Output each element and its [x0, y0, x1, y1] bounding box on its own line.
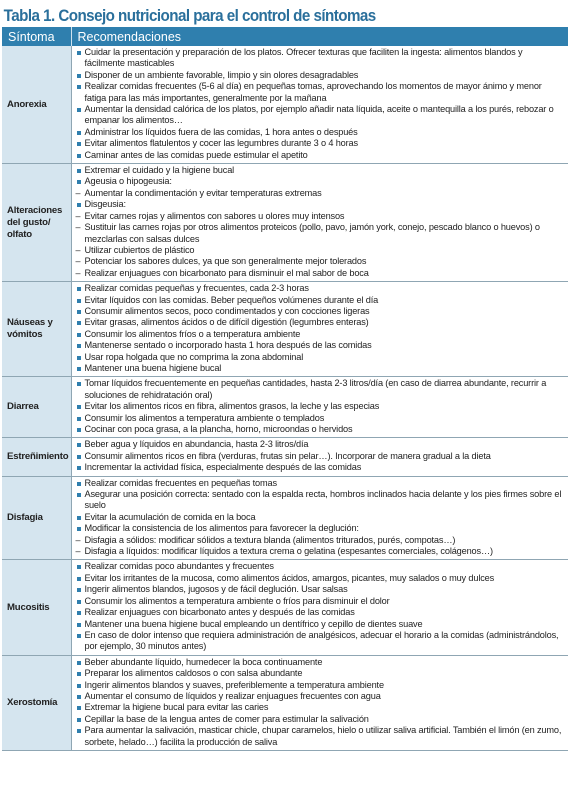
dash-marker: –	[75, 256, 81, 267]
dash-marker: –	[75, 222, 81, 233]
recommendations-cell	[71, 655, 568, 750]
bullet-square-icon	[76, 668, 85, 679]
item-text: Realizar comidas frecuentes en pequeñas tomas	[84, 477, 277, 488]
header-symptom: Síntoma	[2, 27, 71, 46]
item-text: Consumir los alimentos a temperatura ambiente o fríos para disminuir el dolor	[84, 595, 390, 606]
sub-item	[76, 535, 565, 546]
item-text: Disgeusia:	[84, 199, 126, 210]
item-text: Realizar enjuagues con bicarbonato para disminuir el mal sabor de boca	[84, 267, 369, 278]
recommendation-item	[76, 573, 565, 584]
item-text: Aumentar la condimentación y evitar temperaturas extremas	[84, 187, 322, 198]
item-text: Evitar carnes rojas y alimentos con sabores u olores muy intensos	[84, 210, 345, 221]
item-text: Disfagia a sólidos: modificar sólidos a textura blanda (alimentos triturados, purés, compotas…)	[84, 534, 456, 545]
item-text: Caminar antes de las comidas puede estimular el apetito	[84, 149, 308, 160]
bullet-square-icon	[76, 150, 85, 161]
recommendations-cell	[71, 46, 568, 164]
dash-marker: –	[75, 534, 81, 545]
bullet-square-icon	[76, 725, 85, 748]
recommendation-item	[76, 329, 565, 340]
recommendation-item	[76, 523, 565, 534]
recommendations-cell	[71, 560, 568, 655]
bullet-square-icon	[76, 127, 85, 138]
recommendation-item	[76, 340, 565, 351]
recommendation-item	[76, 306, 565, 317]
recommendation-item	[76, 596, 565, 607]
bullet-square-icon	[76, 489, 85, 512]
bullet-square-icon	[76, 523, 85, 534]
item-text: Evitar alimentos flatulentos y cocer las legumbres durante 3 o 4 horas	[84, 138, 358, 149]
item-text: Evitar los alimentos ricos en fibra, alimentos grasos, la leche y las especias	[84, 401, 380, 412]
bullet-square-icon	[76, 691, 85, 702]
dash-marker: –	[75, 244, 81, 255]
item-text: Evitar líquidos con las comidas. Beber pequeños volúmenes durante el día	[84, 294, 379, 305]
bullet-square-icon	[76, 329, 85, 340]
bullet-square-icon	[76, 439, 85, 450]
recommendation-item	[76, 70, 565, 81]
dash-marker: –	[75, 187, 81, 198]
symptom-cell: Mucositis	[2, 560, 71, 655]
item-text: Sustituir las carnes rojas por otros alimentos proteicos (pollo, pavo, jamón york, conejo, pescado blanco o huevos) o mezclarlas con salsas dulces	[84, 222, 540, 244]
recommendation-item	[76, 199, 565, 210]
bullet-square-icon	[76, 70, 85, 81]
dash-marker: –	[75, 267, 81, 278]
bullet-square-icon	[76, 47, 85, 70]
recommendation-item	[76, 352, 565, 363]
recommendation-item	[76, 165, 565, 176]
recommendation-item	[76, 176, 565, 187]
recommendation-item	[76, 127, 565, 138]
recommendation-item	[76, 317, 565, 328]
item-text: Asegurar una posición correcta: sentado con la espalda recta, hombros inclinados hacia delante y los pies firmes sobre el suelo	[84, 489, 562, 511]
bullet-square-icon	[76, 630, 85, 653]
symptom-cell: Anorexia	[2, 46, 71, 164]
bullet-square-icon	[76, 596, 85, 607]
sub-item	[76, 268, 565, 279]
item-text: Tomar líquidos frecuentemente en pequeñas cantidades, hasta 2-3 litros/día (en caso de diarrea abundante, recurrir a soluciones de rehidratación oral)	[84, 378, 547, 400]
bullet-square-icon	[76, 702, 85, 713]
item-text: Usar ropa holgada que no comprima la zona abdominal	[84, 351, 304, 362]
item-text: Consumir alimentos ricos en fibra (verduras, frutas sin pelar…). Incorporar de manera gradual a la dieta	[84, 450, 491, 461]
recommendation-item	[76, 378, 565, 401]
symptom-cell: Disfagia	[2, 476, 71, 560]
table-row	[2, 655, 568, 750]
table-row	[2, 476, 568, 560]
recommendations-cell	[71, 438, 568, 476]
table-row	[2, 164, 568, 282]
recommendation-item	[76, 462, 565, 473]
bullet-square-icon	[76, 401, 85, 412]
recommendation-item	[76, 607, 565, 618]
bullet-square-icon	[76, 104, 85, 127]
item-text: Incrementar la actividad física, especialmente después de las comidas	[84, 462, 362, 473]
item-text: Evitar la acumulación de comida en la boca	[84, 511, 256, 522]
symptom-cell: Alteraciones del gusto/ olfato	[2, 164, 71, 282]
bullet-square-icon	[76, 378, 85, 401]
recommendation-item	[76, 150, 565, 161]
dash-marker: –	[75, 546, 81, 557]
item-text: Ingerir alimentos blandos y suaves, preferiblemente a temperatura ambiente	[84, 679, 384, 690]
table-row	[2, 560, 568, 655]
item-text: Evitar los irritantes de la mucosa, como alimentos ácidos, amargos, picantes, muy salados o muy dulces	[84, 572, 495, 583]
item-text: Para aumentar la salivación, masticar chicle, chupar caramelos, hielo o utilizar saliva artificial. También el limón (en zumo, sorbete, helado…) facilita la producción de saliva	[84, 725, 562, 747]
item-text: Aumentar la densidad calórica de los platos, por ejemplo añadir nata líquida, aceite o mantequilla a los purés, rebozar o empanar los alimentos…	[84, 104, 554, 126]
item-text: Evitar grasas, alimentos ácidos o de difícil digestión (legumbres enteras)	[84, 317, 369, 328]
bullet-square-icon	[76, 317, 85, 328]
item-text: Cocinar con poca grasa, a la plancha, horno, microondas o hervidos	[84, 424, 353, 434]
item-text: Consumir los alimentos a temperatura ambiente o templados	[84, 412, 325, 423]
item-text: Disfagia a líquidos: modificar líquidos a textura crema o gelatina (espesantes comerciales, colágenos…)	[84, 546, 493, 557]
item-text: Modificar la consistencia de los alimentos para favorecer la deglución:	[84, 523, 359, 534]
symptom-cell: Xerostomía	[2, 655, 71, 750]
item-text: Realizar enjuagues con bicarbonato antes y después de las comidas	[84, 607, 355, 618]
table-body	[2, 46, 568, 750]
item-text: Preparar los alimentos caldosos o con salsa abundante	[84, 668, 303, 679]
table-row	[2, 438, 568, 476]
table-row	[2, 282, 568, 377]
bullet-square-icon	[76, 680, 85, 691]
bullet-square-icon	[76, 714, 85, 725]
symptom-cell: Estreñimiento	[2, 438, 71, 476]
recommendation-item	[76, 413, 565, 424]
sub-item	[76, 211, 565, 222]
recommendation-item	[76, 714, 565, 725]
recommendation-item	[76, 478, 565, 489]
recommendation-item	[76, 691, 565, 702]
bullet-square-icon	[76, 138, 85, 149]
recommendation-item	[76, 295, 565, 306]
sub-item	[76, 546, 565, 557]
table-row	[2, 46, 568, 164]
item-text: Consumir alimentos secos, poco condimentados y con cocciones ligeras	[84, 305, 370, 316]
bullet-square-icon	[76, 352, 85, 363]
item-text: Realizar comidas poco abundantes y frecuentes	[84, 561, 274, 572]
item-text: Cepillar la base de la lengua antes de comer para estimular la salivación	[84, 713, 369, 724]
item-text: Cuidar la presentación y preparación de los platos. Ofrecer texturas que faciliten la ingesta: alimentos blandos y fácilmente masticables	[84, 47, 523, 69]
bullet-square-icon	[76, 413, 85, 424]
table-row	[2, 377, 568, 438]
recommendation-item	[76, 81, 565, 104]
bullet-square-icon	[76, 306, 85, 317]
recommendations-cell	[71, 164, 568, 282]
item-text: Ingerir alimentos blandos, jugosos y de fácil deglución. Usar salsas	[84, 584, 348, 595]
recommendation-item	[76, 561, 565, 572]
bullet-square-icon	[76, 81, 85, 104]
bullet-square-icon	[76, 584, 85, 595]
recommendation-item	[76, 702, 565, 713]
item-text: Potenciar los sabores dulces, ya que son generalmente mejor tolerados	[84, 256, 367, 267]
recommendation-item	[76, 439, 565, 450]
bullet-square-icon	[76, 462, 85, 473]
recommendation-item	[76, 451, 565, 462]
recommendation-item	[76, 138, 565, 149]
bullet-square-icon	[76, 561, 85, 572]
item-text: Mantener una buena higiene bucal	[84, 362, 222, 373]
bullet-square-icon	[76, 363, 85, 374]
recommendation-item	[76, 424, 565, 435]
recommendation-item	[76, 725, 565, 748]
header-recommendations: Recomendaciones	[71, 27, 568, 46]
bullet-square-icon	[76, 619, 85, 630]
item-text: Mantener una buena higiene bucal empleando un dentífrico y cepillo de dientes suave	[84, 618, 423, 629]
recommendation-item	[76, 657, 565, 668]
recommendation-item	[76, 489, 565, 512]
item-text: Utilizar cubiertos de plástico	[84, 244, 195, 255]
item-text: En caso de dolor intenso que requiera administración de analgésicos, adecuar el horario a la comidas (administrándolos, por ejemplo, 30 minutos antes)	[84, 629, 559, 652]
dash-marker: –	[75, 210, 81, 221]
bullet-square-icon	[76, 165, 85, 176]
recommendations-cell	[71, 476, 568, 560]
item-text: Administrar los líquidos fuera de las comidas, 1 hora antes o después	[84, 126, 358, 137]
item-text: Beber abundante líquido, humedecer la boca continuamente	[84, 656, 323, 667]
nutrition-table	[2, 27, 568, 751]
bullet-square-icon	[76, 283, 85, 294]
recommendation-item	[76, 401, 565, 412]
item-text: Ageusia o hipogeusia:	[84, 176, 172, 187]
recommendation-item	[76, 680, 565, 691]
table-title: Tabla 1. Consejo nutricional para el control de síntomas	[3, 7, 376, 25]
recommendation-item	[76, 584, 565, 595]
item-text: Extremar la higiene bucal para evitar las caries	[84, 702, 269, 713]
bullet-square-icon	[76, 176, 85, 187]
recommendation-item	[76, 47, 565, 70]
sub-item	[76, 222, 565, 245]
recommendation-item	[76, 283, 565, 294]
item-text: Beber agua y líquidos en abundancia, hasta 2-3 litros/día	[84, 439, 309, 450]
recommendation-item	[76, 668, 565, 679]
recommendation-item	[76, 363, 565, 374]
item-text: Extremar el cuidado y la higiene bucal	[84, 165, 235, 176]
bullet-square-icon	[76, 478, 85, 489]
symptom-cell: Náuseas y vómitos	[2, 282, 71, 377]
sub-item	[76, 256, 565, 267]
item-text: Realizar comidas pequeñas y frecuentes, cada 2-3 horas	[84, 283, 309, 294]
item-text: Realizar comidas frecuentes (5-6 al día) en pequeñas tomas, aprovechando los momentos de mayor ánimo y menor fatiga para las más importantes, generalmente por la mañana	[84, 81, 542, 103]
bullet-square-icon	[76, 607, 85, 618]
bullet-square-icon	[76, 424, 85, 435]
bullet-square-icon	[76, 657, 85, 668]
sub-item	[76, 245, 565, 256]
item-text: Aumentar el consumo de líquidos y realizar enjuagues frecuentes con agua	[84, 690, 381, 701]
bullet-square-icon	[76, 295, 85, 306]
recommendation-item	[76, 512, 565, 523]
bullet-square-icon	[76, 199, 85, 210]
recommendations-cell	[71, 282, 568, 377]
recommendation-item	[76, 104, 565, 127]
bullet-square-icon	[76, 512, 85, 523]
bullet-square-icon	[76, 451, 85, 462]
bullet-square-icon	[76, 573, 85, 584]
symptom-cell: Diarrea	[2, 377, 71, 438]
table-header-row	[2, 27, 568, 46]
bullet-square-icon	[76, 340, 85, 351]
item-text: Disponer de un ambiente favorable, limpio y sin olores desagradables	[84, 69, 359, 80]
item-text: Consumir los alimentos fríos o a temperatura ambiente	[84, 328, 301, 339]
recommendation-item	[76, 630, 565, 653]
recommendations-cell	[71, 377, 568, 438]
recommendation-item	[76, 619, 565, 630]
sub-item	[76, 188, 565, 199]
item-text: Mantenerse sentado o incorporado hasta 1 hora después de las comidas	[84, 340, 372, 351]
